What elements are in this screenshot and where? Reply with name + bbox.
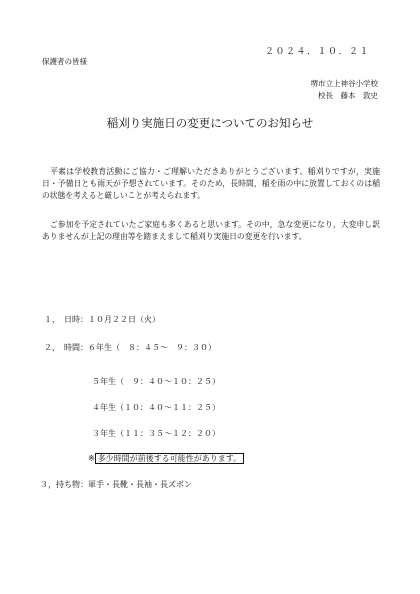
recipient-line: 保護者の皆様 <box>42 57 87 66</box>
time-change-note <box>88 453 244 464</box>
schedule-date-item: １， 日時：１０月２２日（火） <box>44 315 160 324</box>
body-paragraph-1: 平素は学校教育活動にご協力・ご理解いただきありがとうございます。稲刈りですが，実施日・予備日とも雨天が予想されています。そのため，長時間，稲を雨の中に放置しておくのは稲の状態を考えると厳しいことが考えられます。 <box>42 167 380 200</box>
principal-name: 校長 藤本 敦史 <box>318 91 378 100</box>
school-name: 堺市立上神谷小学校 <box>310 79 378 88</box>
belongings-item: ３，持ち物：軍手・長靴・長袖・長ズボン <box>40 480 192 489</box>
grade4-time: ４年生（１０：４０〜１１：２５） <box>92 403 220 412</box>
schedule-time-item: ２， 時間：６年生（ ８：４５〜 ９：３０） <box>44 343 216 352</box>
body-paragraph-2: ご参加を予定されていたご家庭も多くあると思います。その中，急な変更になり，大変申し訳ありませんが上記の理由等を踏まえまして稲刈り実施日の変更を行います。 <box>42 220 380 241</box>
note-mark: ※ <box>88 454 95 463</box>
document-title: 稲刈り実施日の変更についてのお知らせ <box>106 116 314 130</box>
grade3-time: ３年生（１１：３５〜１２：２０） <box>92 429 220 438</box>
document-date: ２０２４．１０．２１ <box>264 47 370 57</box>
grade5-time: ５年生（ ９：４０〜１０：２５） <box>92 377 220 386</box>
note-text: 多少時間が前後する可能性があります。 <box>95 453 244 464</box>
